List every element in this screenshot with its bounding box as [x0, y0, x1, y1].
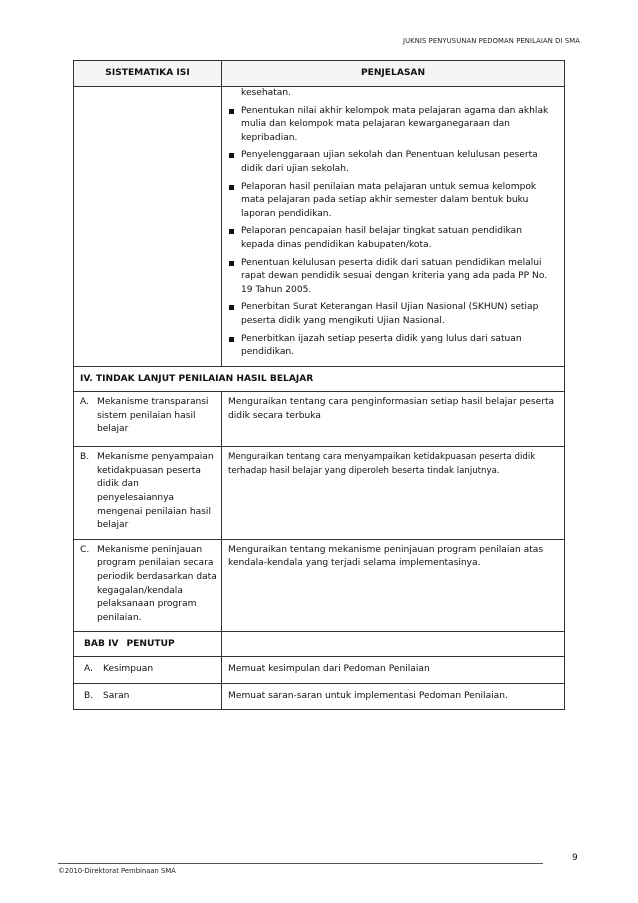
bullet-item	[228, 181, 558, 222]
bullet-list	[228, 105, 558, 360]
bullet-text: Penentuan kelulusan peserta didik dari satuan pendidikan melalui rapat dewan pendidik sesuai dengan kriteria yang ada pada PP No. 19 Tahun 2005.	[241, 257, 548, 295]
table-header-row	[74, 61, 565, 87]
page-number: 9	[572, 853, 578, 863]
square-bullet-icon	[229, 261, 234, 266]
bullets-cell	[222, 87, 565, 367]
square-bullet-icon	[229, 305, 234, 310]
footer-divider	[58, 863, 543, 864]
square-bullet-icon	[229, 337, 234, 342]
item-cell	[74, 657, 222, 684]
item-c	[74, 540, 221, 632]
bullet-item	[228, 105, 558, 146]
table-row	[74, 447, 565, 540]
bab-heading	[74, 632, 222, 657]
item-title: Mekanisme peninjauan program penilaian secara periodik berdasarkan data kegagalan/kendala pelaksanaan program penilaian.	[97, 544, 217, 623]
item-description: Menguraikan tentang mekanisme peninjauan program penilaian atas kendala-kendala yang terjadi selama implementasinya.	[222, 539, 565, 632]
empty-cell	[222, 632, 565, 657]
bullet-item	[228, 301, 558, 328]
item-title: Kesimpuan	[103, 664, 154, 674]
item-title: Saran	[103, 690, 130, 701]
bullet-text: Pelaporan hasil penilaian mata pelajaran untuk semua kelompok mata pelajaran pada setiap akhir semester dalam bentuk buku laporan pendidikan.	[241, 181, 537, 219]
section-iv-heading: IV. TINDAK LANJUT PENILAIAN HASIL BELAJAR	[74, 366, 565, 392]
penutup-item-a	[74, 657, 221, 683]
bullet-text: Penerbitkan ijazah setiap peserta didik yang lulus dari satuan pendidikan.	[241, 333, 522, 358]
bullet-text: Pelaporan pencapaian hasil belajar tingkat satuan pendidikan kepada dinas pendidikan kabupaten/kota.	[241, 226, 522, 250]
bullet-text: Penentukan nilai akhir kelompok mata pelajaran agama dan akhlak mulia dan kelompok mata pelajaran kewarganegaraan dan kepribadian.	[241, 105, 549, 143]
square-bullet-icon	[229, 229, 234, 234]
square-bullet-icon	[229, 153, 234, 158]
bullet-item	[228, 149, 558, 176]
item-title: Mekanisme transparansi sistem penilaian hasil belajar	[97, 397, 209, 435]
item-description: Menguraikan tentang cara menyampaikan ketidakpuasan peserta didik terhadap hasil belajar yang diperoleh beserta tindak lanjutnya.	[222, 447, 565, 540]
table-row	[74, 683, 565, 710]
item-a	[74, 392, 221, 443]
section-iv-row	[74, 366, 565, 392]
column-header-sistematika: SISTEMATIKA ISI	[74, 61, 222, 87]
item-letter: B.	[84, 690, 94, 701]
bullet-item	[228, 333, 558, 360]
penutup-item-b	[74, 684, 221, 710]
item-title: Mekanisme penyampaian ketidakpuasan peserta didik dan penyelesaiannya mengenai penilaian hasil belajar	[97, 452, 214, 531]
item-letter: B.	[80, 452, 90, 463]
item-letter: C.	[80, 544, 90, 555]
item-description: Memuat saran-saran untuk implementasi Pedoman Penilaian.	[222, 683, 565, 710]
empty-cell	[74, 87, 222, 367]
table-row	[74, 392, 565, 447]
document-header: JUKNIS PENYUSUNAN PEDOMAN PENILAIAN DI SMA	[402, 37, 580, 45]
item-cell	[74, 447, 222, 540]
square-bullet-icon	[229, 185, 234, 190]
footer-copyright: ©2010-Direktorat Pembinaan SMA	[58, 867, 176, 875]
bab-label: BAB IV	[84, 639, 119, 650]
item-letter: A.	[84, 664, 93, 674]
item-b	[74, 447, 221, 539]
item-description: Memuat kesimpulan dari Pedoman Penilaian	[222, 657, 565, 684]
item-description: Menguraikan tentang cara penginformasian setiap hasil belajar peserta didik secara terbuka	[222, 392, 565, 447]
column-header-penjelasan: PENJELASAN	[222, 61, 565, 87]
item-letter: A.	[80, 397, 89, 408]
table-row	[74, 539, 565, 632]
bab-title: PENUTUP	[126, 639, 175, 650]
item-cell	[74, 392, 222, 447]
square-bullet-icon	[229, 109, 234, 114]
continuation-text: kesehatan.	[241, 88, 291, 98]
bab-row	[74, 632, 565, 657]
item-cell	[74, 539, 222, 632]
bullet-text: Penyelenggaraan ujian sekolah dan Penentuan kelulusan peserta didik dari ujian sekolah.	[241, 150, 538, 174]
bullet-item	[228, 225, 558, 252]
bullets-row	[74, 87, 565, 367]
item-cell	[74, 683, 222, 710]
bullet-item	[228, 257, 558, 298]
content-table	[73, 60, 565, 710]
table-row	[74, 657, 565, 684]
bullet-text: Penerbitan Surat Keterangan Hasil Ujian Nasional (SKHUN) setiap peserta didik yang mengikuti Ujian Nasional.	[241, 302, 539, 326]
